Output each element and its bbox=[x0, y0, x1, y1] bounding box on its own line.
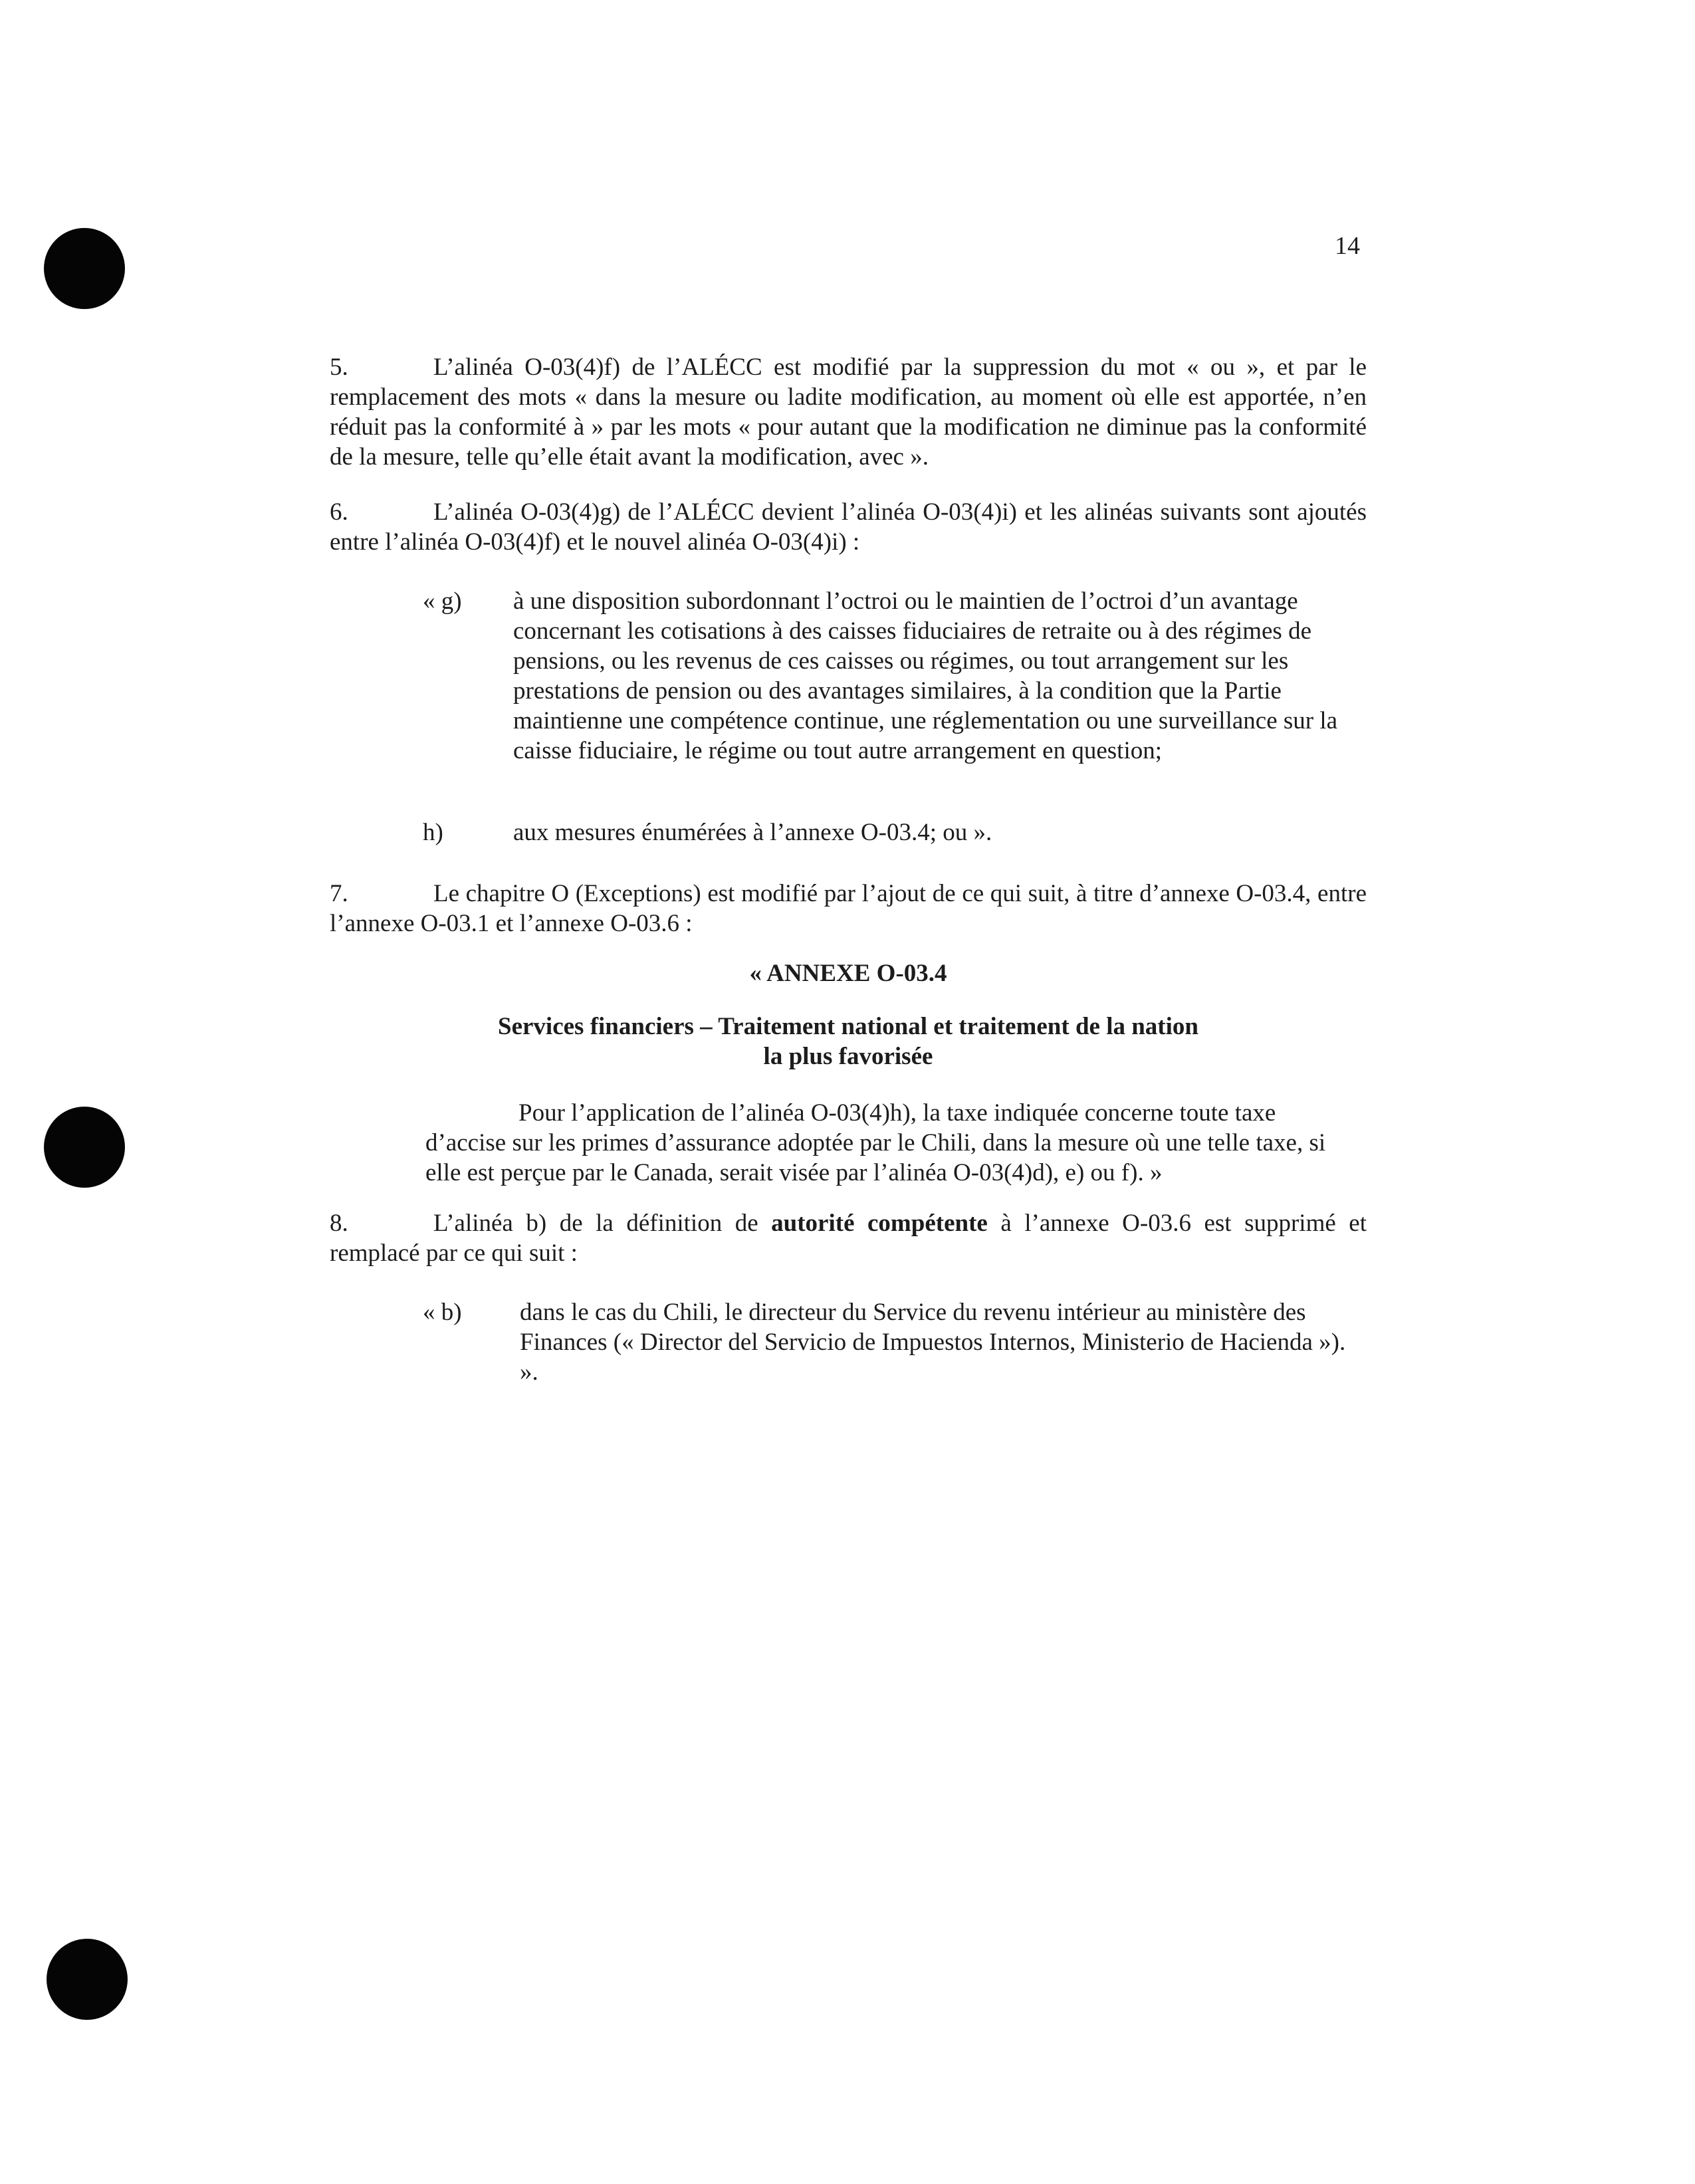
paragraph-text-after: à l’annexe O-03.6 est supprimé et remplacé par ce qui suit : bbox=[330, 1210, 1367, 1267]
subparagraph-text: dans le cas du Chili, le directeur du Service du revenu intérieur au ministère des Finances (« Director del Servicio de Impuestos Internos, Ministerio de Hacienda »). ». bbox=[520, 1299, 1346, 1386]
punch-hole-bottom bbox=[47, 1939, 128, 2020]
subparagraph-text: aux mesures énumérées à l’annexe O-03.4; ou ». bbox=[513, 819, 992, 846]
annex-body: Pour l’application de l’alinéa O-03(4)h), la taxe indiquée concerne toute taxe d’accise sur les primes d’assurance adoptée par le Chili, dans la mesure où une telle taxe, si elle est perçue par le Canada, serait visée par l’alinéa O-03(4)d), e) ou f). » bbox=[425, 1099, 1326, 1186]
page-number: 14 bbox=[1335, 232, 1360, 260]
annex-subtitle-line-2: la plus favorisée bbox=[763, 1043, 933, 1070]
annex-subtitle-line-1: Services financiers – Traitement national et traitement de la nation bbox=[498, 1013, 1198, 1040]
subparagraph-b bbox=[423, 1297, 1367, 1390]
subparagraph-label: « b) bbox=[423, 1299, 462, 1326]
paragraph-8 bbox=[330, 1208, 1367, 1268]
paragraph-7 bbox=[330, 879, 1367, 938]
subparagraph-label: h) bbox=[423, 819, 443, 846]
paragraph-text-before: L’alinéa b) de la définition de bbox=[433, 1210, 772, 1237]
subparagraph-g bbox=[423, 586, 1367, 806]
subparagraph-text: à une disposition subordonnant l’octroi ou le maintien de l’octroi d’un avantage concernant les cotisations à des caisses fiduciaires de retraite ou à des régimes de pensions, ou les revenus de ces caisses ou régimes, ou tout arrangement sur les prestations de pension ou des avantages similaires, à la condition que la Partie maintienne une compétence continue, une réglementation ou une surveillance sur la caisse fiduciaire, le régime ou tout autre arrangement en question; bbox=[513, 588, 1338, 764]
subparagraph-h bbox=[423, 818, 1367, 851]
paragraph-number: 7. bbox=[330, 880, 348, 907]
defined-term: autorité compétente bbox=[771, 1210, 988, 1237]
punch-hole-middle bbox=[44, 1107, 125, 1188]
paragraph-text: L’alinéa O-03(4)f) de l’ALÉCC est modifié par la suppression du mot « ou », et par le remplacement des mots « dans la mesure ou ladite modification, au moment où elle est apportée, n’en réduit pas la conformité à » par les mots « pour autant que la modification ne diminue pas la conformité de la mesure, telle qu’elle était avant la modification, avec ». bbox=[330, 354, 1367, 471]
paragraph-text: L’alinéa O-03(4)g) de l’ALÉCC devient l’alinéa O-03(4)i) et les alinéas suivants sont ajoutés entre l’alinéa O-03(4)f) et le nouvel alinéa O-03(4)i) : bbox=[330, 498, 1367, 556]
paragraph-6 bbox=[330, 497, 1367, 557]
punch-hole-top bbox=[44, 228, 125, 309]
paragraph-number: 5. bbox=[330, 354, 348, 381]
paragraph-text: Le chapitre O (Exceptions) est modifié par l’ajout de ce qui suit, à titre d’annexe O-03.4, entre l’annexe O-03.1 et l’annexe O-03.6 : bbox=[330, 880, 1367, 937]
paragraph-5 bbox=[330, 352, 1367, 472]
annex-title: « ANNEXE O-03.4 bbox=[749, 960, 947, 987]
paragraph-number: 6. bbox=[330, 498, 348, 526]
subparagraph-label: « g) bbox=[423, 588, 462, 615]
paragraph-number: 8. bbox=[330, 1210, 348, 1237]
